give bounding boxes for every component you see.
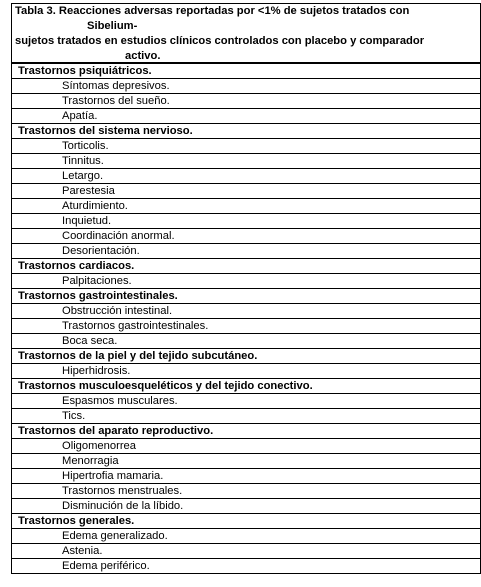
reaction-label: Desorientación. bbox=[12, 244, 481, 259]
reaction-label: Tinnitus. bbox=[12, 154, 481, 169]
category-row bbox=[12, 289, 481, 304]
category-row bbox=[12, 349, 481, 364]
reaction-row bbox=[12, 304, 481, 319]
reaction-row bbox=[12, 274, 481, 289]
reaction-label: Síntomas depresivos. bbox=[12, 79, 481, 94]
caption-line-1: Tabla 3. Reacciones adversas reportadas por <1% de sujetos tratados con bbox=[15, 5, 410, 17]
reaction-label: Espasmos musculares. bbox=[12, 394, 481, 409]
reaction-row bbox=[12, 454, 481, 469]
reaction-label: Oligomenorrea bbox=[12, 439, 481, 454]
reaction-label: Inquietud. bbox=[12, 214, 481, 229]
category-label: Trastornos del aparato reproductivo. bbox=[12, 424, 481, 439]
category-label: Trastornos de la piel y del tejido subcutáneo. bbox=[12, 349, 481, 364]
reaction-row bbox=[12, 214, 481, 229]
reaction-row bbox=[12, 364, 481, 379]
reaction-row bbox=[12, 484, 481, 499]
reaction-row bbox=[12, 139, 481, 154]
reaction-label: Tics. bbox=[12, 409, 481, 424]
adverse-reactions-document bbox=[11, 3, 481, 574]
reaction-row bbox=[12, 439, 481, 454]
reaction-label: Disminución de la líbido. bbox=[12, 499, 481, 514]
reaction-label: Edema periférico. bbox=[12, 559, 481, 574]
reaction-row bbox=[12, 244, 481, 259]
category-label: Trastornos cardiacos. bbox=[12, 259, 481, 274]
category-label: Trastornos gastrointestinales. bbox=[12, 289, 481, 304]
table-body bbox=[12, 64, 481, 574]
category-row bbox=[12, 514, 481, 529]
category-row bbox=[12, 259, 481, 274]
reaction-row bbox=[12, 79, 481, 94]
reaction-label: Apatía. bbox=[12, 109, 481, 124]
reaction-row bbox=[12, 154, 481, 169]
reaction-row bbox=[12, 229, 481, 244]
reaction-row bbox=[12, 199, 481, 214]
reaction-row bbox=[12, 109, 481, 124]
reaction-row bbox=[12, 469, 481, 484]
reaction-label: Palpitaciones. bbox=[12, 274, 481, 289]
category-label: Trastornos musculoesqueléticos y del tejido conectivo. bbox=[12, 379, 481, 394]
reaction-label: Trastornos gastrointestinales. bbox=[12, 319, 481, 334]
reaction-row bbox=[12, 169, 481, 184]
category-row bbox=[12, 124, 481, 139]
category-row bbox=[12, 424, 481, 439]
caption-line-4: activo. bbox=[125, 50, 161, 62]
reaction-label: Edema generalizado. bbox=[12, 529, 481, 544]
adverse-reactions-table bbox=[11, 63, 481, 574]
reaction-label: Boca seca. bbox=[12, 334, 481, 349]
category-label: Trastornos del sistema nervioso. bbox=[12, 124, 481, 139]
reaction-label: Hipertrofia mamaria. bbox=[12, 469, 481, 484]
reaction-row bbox=[12, 184, 481, 199]
reaction-row bbox=[12, 394, 481, 409]
table-caption bbox=[11, 3, 481, 63]
reaction-row bbox=[12, 499, 481, 514]
category-row bbox=[12, 379, 481, 394]
reaction-row bbox=[12, 94, 481, 109]
reaction-row bbox=[12, 409, 481, 424]
reaction-label: Aturdimiento. bbox=[12, 199, 481, 214]
reaction-row bbox=[12, 334, 481, 349]
reaction-label: Coordinación anormal. bbox=[12, 229, 481, 244]
reaction-label: Hiperhidrosis. bbox=[12, 364, 481, 379]
reaction-label: Letargo. bbox=[12, 169, 481, 184]
reaction-label: Menorragia bbox=[12, 454, 481, 469]
reaction-label: Parestesia bbox=[12, 184, 481, 199]
reaction-row bbox=[12, 544, 481, 559]
reaction-row bbox=[12, 529, 481, 544]
category-label: Trastornos generales. bbox=[12, 514, 481, 529]
category-label: Trastornos psiquiátricos. bbox=[12, 64, 481, 79]
reaction-label: Astenia. bbox=[12, 544, 481, 559]
caption-line-2: Sibelium- bbox=[87, 20, 138, 32]
reaction-label: Trastornos del sueño. bbox=[12, 94, 481, 109]
category-row bbox=[12, 64, 481, 79]
reaction-row bbox=[12, 319, 481, 334]
reaction-label: Torticolis. bbox=[12, 139, 481, 154]
reaction-label: Trastornos menstruales. bbox=[12, 484, 481, 499]
reaction-row bbox=[12, 559, 481, 574]
caption-line-3: sujetos tratados en estudios clínicos controlados con placebo y comparador bbox=[15, 35, 425, 47]
reaction-label: Obstrucción intestinal. bbox=[12, 304, 481, 319]
